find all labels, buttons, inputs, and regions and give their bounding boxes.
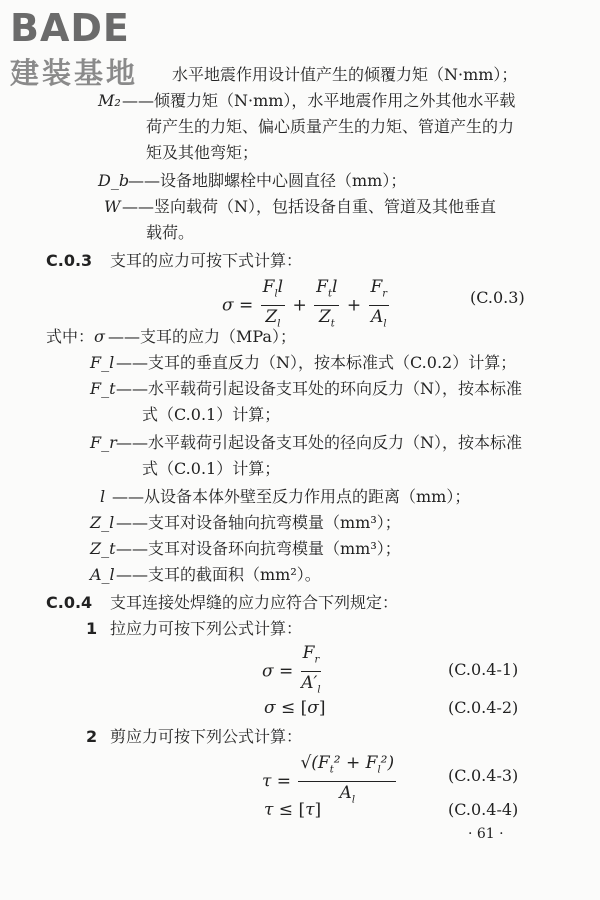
def-symbol: F_t: [90, 379, 116, 398]
equation-tag: (C.0.4-4): [448, 800, 519, 819]
def-line: ——竖向载荷（N），包括设备自重、管道及其他垂直: [122, 197, 497, 216]
def-line: ——支耳对设备环向抗弯模量（mm³）；: [116, 539, 401, 558]
item-number: 2: [86, 727, 98, 746]
def-symbol: F_l: [90, 353, 115, 372]
equation-tag: (C.0.4-2): [448, 698, 519, 717]
clause-text: 支耳连接处焊缝的应力应符合下列规定：: [110, 593, 399, 612]
equation-c03: σ = $\frac{F_ll}{Z_l}$ + $\frac{F_tl}{Z_t}$ + $\frac{F_r}{A_l}$: [222, 277, 388, 330]
equation-tag: (C.0.4-1): [448, 660, 519, 679]
def-symbol: W: [104, 197, 121, 216]
def-line: 式（C.0.1）计算；: [142, 405, 281, 424]
def-line: ——支耳的截面积（mm²）。: [116, 565, 321, 584]
equation-c04-2: σ ≤ [σ]: [264, 698, 326, 718]
equation-c04-3: τ = $\frac{√(F_t^2 + F_l^2)}{A_l}$: [262, 753, 395, 806]
logo-cn: 建装基地: [10, 56, 139, 90]
def-line: 矩及其他弯矩；: [146, 143, 259, 162]
page-number: · 61 ·: [468, 826, 504, 842]
def-line: 载荷。: [146, 223, 195, 242]
def-line: ——倾覆力矩（N·mm），水平地震作用之外其他水平载: [122, 91, 516, 110]
def-line: ——支耳的应力（MPa）；: [108, 327, 296, 346]
def-symbol: F_r: [90, 433, 117, 452]
clause-number: C.0.4: [46, 593, 93, 612]
item-text: 剪应力可按下列公式计算：: [110, 727, 303, 746]
def-line: ——从设备本体外壁至反力作用点的距离（mm）；: [112, 487, 471, 506]
def-symbol: A_l: [90, 565, 115, 584]
def-line: 荷产生的力矩、偏心质量产生的力矩、管道产生的力: [146, 117, 515, 136]
clause-text: 支耳的应力可按下式计算：: [110, 251, 303, 270]
def-line: ——支耳对设备轴向抗弯模量（mm³）；: [116, 513, 401, 532]
where-lead: 式中：: [46, 327, 95, 346]
def-symbol: σ: [94, 327, 105, 346]
logo-brand: BADE: [10, 6, 130, 50]
def-line: 水平地震作用设计值产生的倾覆力矩（N·mm）；: [172, 65, 518, 84]
def-symbol: M₂: [98, 91, 121, 110]
watermark-logo: [10, 6, 172, 94]
def-symbol: l: [100, 487, 106, 506]
def-line: ——支耳的垂直反力（N），按本标准式（C.0.2）计算；: [116, 353, 517, 372]
def-symbol: D_b: [98, 171, 130, 190]
def-line: ——水平载荷引起设备支耳处的径向反力（N），按本标准: [116, 433, 523, 452]
def-symbol: Z_l: [90, 513, 115, 532]
def-symbol: Z_t: [90, 539, 116, 558]
clause-number: C.0.3: [46, 251, 93, 270]
equation-c04-4: τ ≤ [τ]: [264, 800, 322, 820]
item-number: 1: [86, 619, 98, 638]
equation-tag: (C.0.4-3): [448, 766, 519, 785]
item-text: 拉应力可按下列公式计算：: [110, 619, 303, 638]
def-line: 式（C.0.1）计算；: [142, 459, 281, 478]
equation-tag: (C.0.3): [470, 288, 525, 307]
equation-c04-1: σ = $\frac{F_r}{A'_l}$: [262, 643, 321, 696]
def-line: ——水平载荷引起设备支耳处的环向反力（N），按本标准: [116, 379, 523, 398]
def-line: ——设备地脚螺栓中心圆直径（mm）；: [128, 171, 407, 190]
